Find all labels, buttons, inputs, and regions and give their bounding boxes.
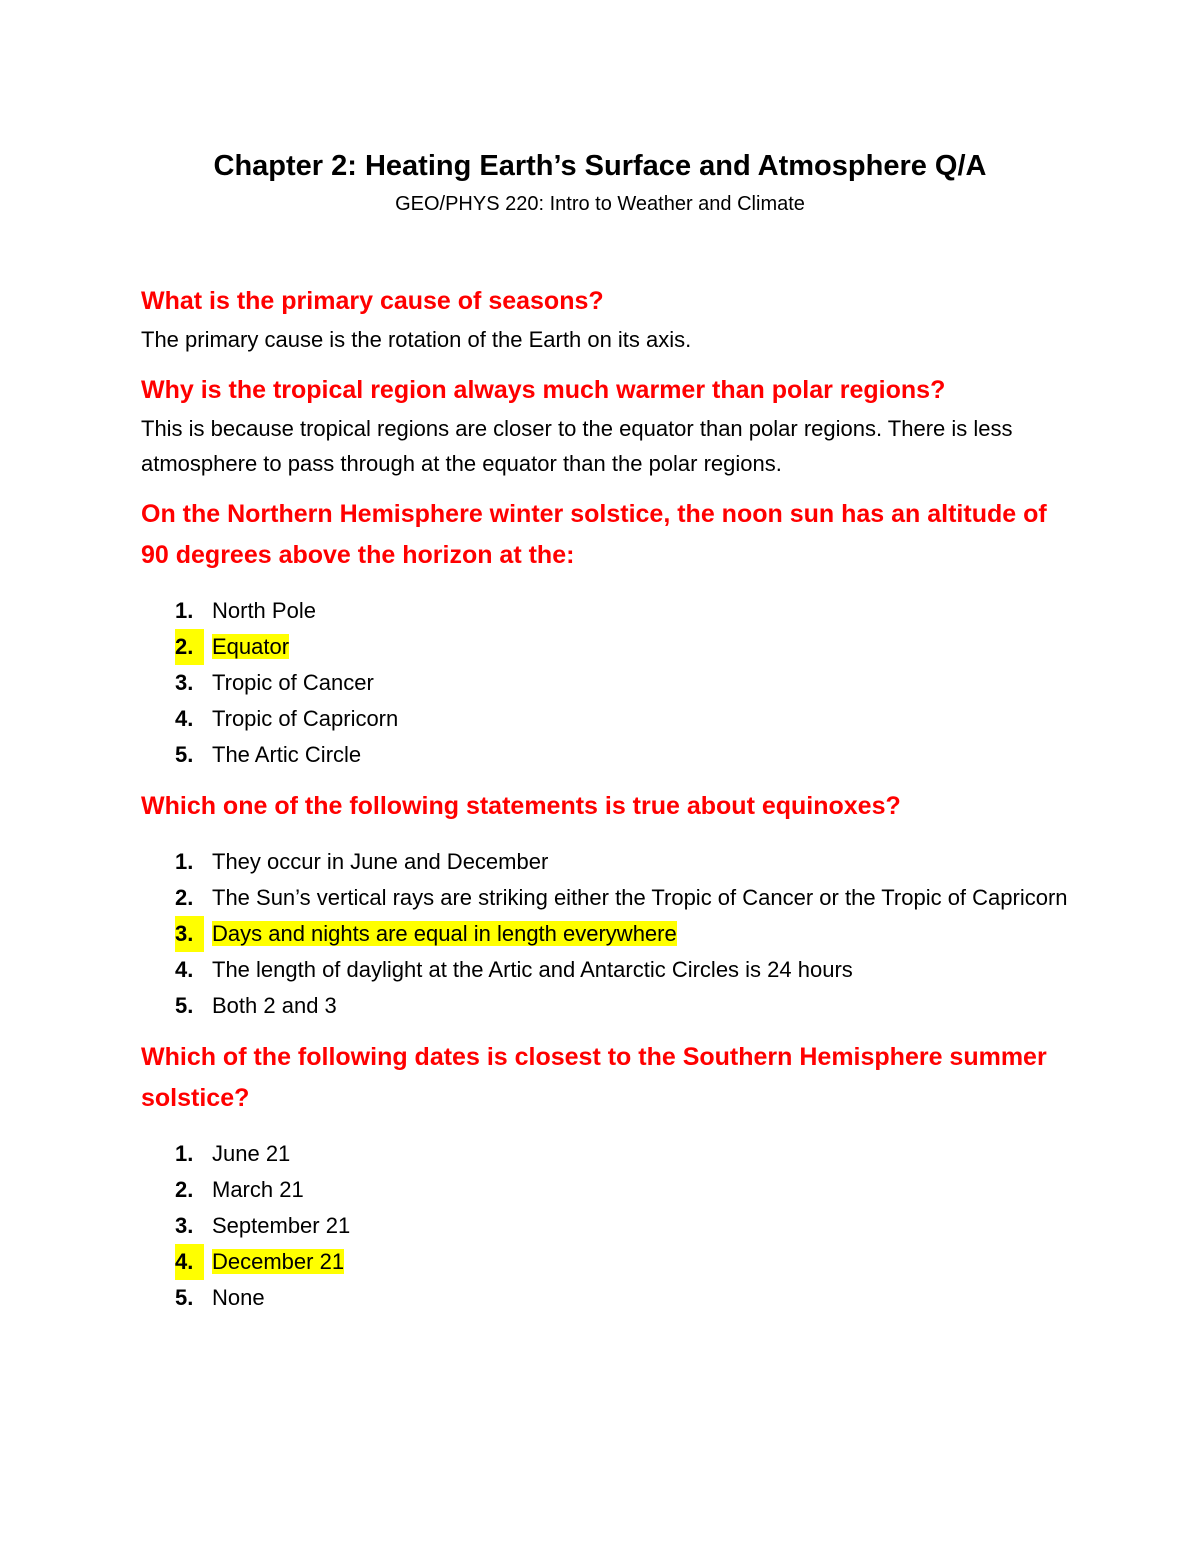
question-heading: Why is the tropical region always much warmer than polar regions? bbox=[141, 376, 946, 404]
option-text: September 21 bbox=[212, 1213, 351, 1238]
option-item bbox=[141, 1244, 1071, 1280]
option-item bbox=[141, 988, 1071, 1024]
option-list bbox=[141, 593, 1071, 773]
option-item bbox=[141, 880, 1071, 916]
option-text: Equator bbox=[212, 634, 290, 659]
option-number: 5. bbox=[175, 1285, 194, 1310]
option-number: 5. bbox=[175, 993, 194, 1018]
option-item bbox=[141, 629, 1071, 665]
question-heading: Which of the following dates is closest to the Southern Hemisphere summer solstice? bbox=[141, 1043, 1047, 1112]
option-number: 4. bbox=[175, 957, 194, 982]
option-text: The Sun’s vertical rays are striking either the Tropic of Cancer or the Tropic of Capricorn bbox=[212, 885, 1068, 910]
option-item bbox=[141, 593, 1071, 629]
option-number: 5. bbox=[175, 742, 194, 767]
option-item bbox=[141, 844, 1071, 880]
question-heading: On the Northern Hemisphere winter solstice, the noon sun has an altitude of 90 degrees above the horizon at the: bbox=[141, 500, 1047, 569]
option-item bbox=[141, 1172, 1071, 1208]
option-item bbox=[141, 916, 1071, 952]
option-number: 2. bbox=[175, 1177, 194, 1202]
option-item bbox=[141, 665, 1071, 701]
document-subtitle: GEO/PHYS 220: Intro to Weather and Climate bbox=[395, 193, 805, 215]
qa-item-1 bbox=[141, 281, 1071, 357]
option-item bbox=[141, 1136, 1071, 1172]
option-text: Days and nights are equal in length everywhere bbox=[212, 921, 677, 946]
option-text: Tropic of Capricorn bbox=[212, 706, 399, 731]
qa-item-4 bbox=[141, 786, 1071, 1024]
option-text: None bbox=[212, 1285, 265, 1310]
option-number: 2. bbox=[175, 885, 194, 910]
qa-item-3 bbox=[141, 494, 1071, 773]
option-number: 3. bbox=[175, 916, 204, 952]
option-number: 1. bbox=[175, 849, 194, 874]
answer-text: This is because tropical regions are closer to the equator than polar regions. There is less atmosphere to pass through at the equator than the polar regions. bbox=[141, 416, 1013, 476]
option-item bbox=[141, 952, 1071, 988]
option-number: 4. bbox=[175, 1244, 204, 1280]
option-text: June 21 bbox=[212, 1141, 291, 1166]
option-number: 1. bbox=[175, 1141, 194, 1166]
option-text: The length of daylight at the Artic and Antarctic Circles is 24 hours bbox=[212, 957, 853, 982]
answer-text: The primary cause is the rotation of the Earth on its axis. bbox=[141, 327, 692, 352]
option-number: 1. bbox=[175, 598, 194, 623]
option-item bbox=[141, 701, 1071, 737]
option-list bbox=[141, 844, 1071, 1024]
option-text: March 21 bbox=[212, 1177, 304, 1202]
option-list bbox=[141, 1136, 1071, 1316]
option-number: 3. bbox=[175, 1213, 194, 1238]
option-text: The Artic Circle bbox=[212, 742, 362, 767]
qa-item-5 bbox=[141, 1037, 1071, 1316]
question-heading: What is the primary cause of seasons? bbox=[141, 287, 604, 315]
document-title: Chapter 2: Heating Earth’s Surface and Atmosphere Q/A bbox=[213, 150, 987, 182]
option-text: They occur in June and December bbox=[212, 849, 549, 874]
option-item bbox=[141, 1208, 1071, 1244]
option-text: Both 2 and 3 bbox=[212, 993, 337, 1018]
option-text: December 21 bbox=[212, 1249, 345, 1274]
option-item bbox=[141, 1280, 1071, 1316]
option-number: 2. bbox=[175, 629, 204, 665]
option-item bbox=[141, 737, 1071, 773]
option-number: 4. bbox=[175, 706, 194, 731]
question-heading: Which one of the following statements is true about equinoxes? bbox=[141, 792, 901, 820]
option-text: Tropic of Cancer bbox=[212, 670, 374, 695]
option-number: 3. bbox=[175, 670, 194, 695]
option-text: North Pole bbox=[212, 598, 316, 623]
qa-content bbox=[141, 281, 1071, 1316]
qa-item-2 bbox=[141, 370, 1071, 481]
